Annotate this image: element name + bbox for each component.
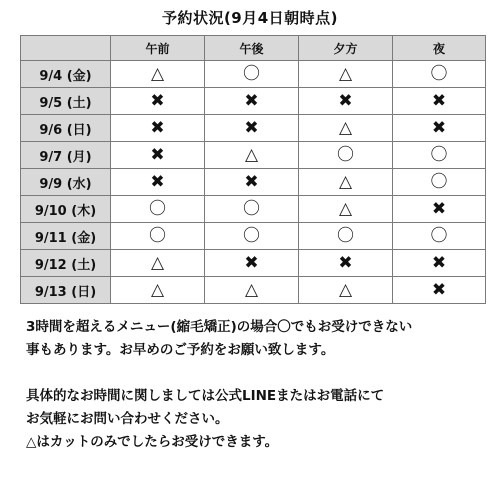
table-row: [21, 169, 486, 196]
slot-night: ✖: [393, 277, 486, 304]
header-row: [21, 36, 486, 61]
table-row: [21, 115, 486, 142]
slot-morning: ✖: [111, 169, 205, 196]
table-header: [21, 36, 486, 61]
slot-afternoon: △: [205, 277, 299, 304]
note-line-cut-only: △はカットのみでしたらお受けできます。: [26, 434, 279, 450]
slot-morning: ✖: [111, 88, 205, 115]
slot-night: ✖: [393, 115, 486, 142]
table-row: [21, 196, 486, 223]
slot-afternoon: ✖: [205, 88, 299, 115]
slot-night: 〇: [393, 169, 486, 196]
date-cell: 9/5 (土): [21, 88, 111, 115]
reservation-status-table: [20, 35, 486, 304]
slot-morning: △: [111, 61, 205, 88]
slot-night: ✖: [393, 250, 486, 277]
date-cell: 9/11 (金): [21, 223, 111, 250]
slot-evening: △: [299, 196, 393, 223]
slot-night: ✖: [393, 88, 486, 115]
slot-evening: △: [299, 277, 393, 304]
table-row: [21, 250, 486, 277]
slot-afternoon: △: [205, 142, 299, 169]
table-row: [21, 223, 486, 250]
slot-afternoon: 〇: [205, 223, 299, 250]
slot-morning: △: [111, 250, 205, 277]
header-evening: 夕方: [299, 36, 393, 61]
slot-night: ✖: [393, 196, 486, 223]
header-corner-cell: [21, 36, 111, 61]
slot-afternoon: ✖: [205, 250, 299, 277]
slot-morning: 〇: [111, 223, 205, 250]
slot-afternoon: ✖: [205, 115, 299, 142]
header-afternoon: 午後: [205, 36, 299, 61]
table-row: [21, 142, 486, 169]
slot-night: 〇: [393, 142, 486, 169]
table-row: [21, 277, 486, 304]
slot-morning: ✖: [111, 115, 205, 142]
table-row: [21, 88, 486, 115]
date-cell: 9/4 (金): [21, 61, 111, 88]
note-line-inquiry: お気軽にお問い合わせください。: [26, 411, 229, 427]
slot-evening: 〇: [299, 223, 393, 250]
date-cell: 9/10 (木): [21, 196, 111, 223]
slot-night: 〇: [393, 61, 486, 88]
date-cell: 9/6 (日): [21, 115, 111, 142]
date-cell: 9/7 (月): [21, 142, 111, 169]
slot-evening: △: [299, 115, 393, 142]
page-title: 予約状況(9月4日朝時点): [161, 9, 339, 27]
notes-section: [26, 316, 486, 454]
note-line-long-menu: 3時間を超えるメニュー(縮毛矯正)の場合〇でもお受けできない: [26, 319, 413, 335]
notes-spacer: [26, 362, 486, 385]
slot-evening: △: [299, 61, 393, 88]
slot-morning: ✖: [111, 142, 205, 169]
slot-evening: ✖: [299, 88, 393, 115]
note-line-contact: 具体的なお時間に関しましては公式LINEまたはお電話にて: [26, 388, 385, 404]
slot-evening: ✖: [299, 250, 393, 277]
header-night: 夜: [393, 36, 486, 61]
table-body: [21, 61, 486, 304]
date-cell: 9/9 (水): [21, 169, 111, 196]
date-cell: 9/13 (日): [21, 277, 111, 304]
note-line-early-booking: 事もあります。お早めのご予約をお願い致します。: [26, 342, 335, 358]
slot-morning: △: [111, 277, 205, 304]
slot-afternoon: 〇: [205, 196, 299, 223]
slot-night: 〇: [393, 223, 486, 250]
table-row: [21, 61, 486, 88]
slot-morning: 〇: [111, 196, 205, 223]
slot-evening: 〇: [299, 142, 393, 169]
header-morning: 午前: [111, 36, 205, 61]
slot-evening: △: [299, 169, 393, 196]
date-cell: 9/12 (土): [21, 250, 111, 277]
slot-afternoon: 〇: [205, 61, 299, 88]
slot-afternoon: ✖: [205, 169, 299, 196]
